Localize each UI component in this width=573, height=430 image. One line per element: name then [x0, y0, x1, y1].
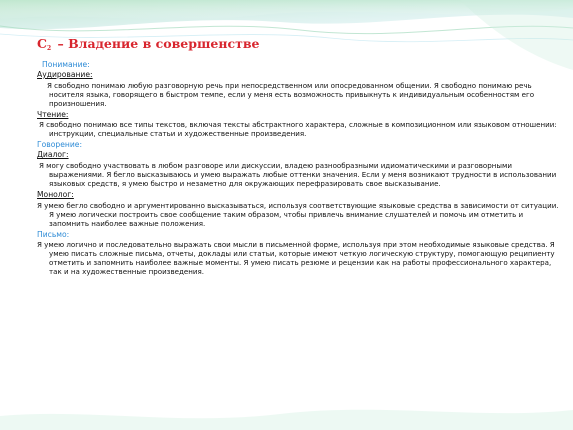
text-monologue: Я умею бегло свободно и аргументированно высказываться, используя соответствующие языковые средства в зависимости от ситуации. Я умею логически построить свое сообщение таким образом, чтобы привлечь внимание слушателей и помочь им отметить и запомнить наиболее важные положения.	[37, 200, 559, 228]
heading-speaking: Говорение:	[37, 140, 83, 150]
label-listening: Аудирование:	[37, 70, 93, 79]
text-listening: Я свободно понимаю любую разговорную речь при непосредственном или опосредованном общении. Я свободно понимаю речь носителя языка, говорящего в быстром темпе, если у меня есть возможность привыкнуть к индивидуальным особенностям его произношения.	[47, 80, 535, 108]
title-subscript: 2	[46, 45, 52, 52]
slide-title	[37, 36, 559, 57]
title-letter: C	[37, 36, 47, 51]
heading-understanding: Понимание:	[42, 60, 90, 69]
label-monologue: Монолог:	[37, 190, 74, 200]
label-reading: Чтение:	[37, 109, 69, 119]
text-writing: Я умею логично и последовательно выражать свои мысли в письменной форме, используя при этом необходимые языковые средства. Я умею писать сложные письма, отчеты, доклады или статьи, которые имеют четкую логическую структуру, помогающую реципиенту отметить и запомнить наиболее важные моменты. Я умею писать резюме и рецензии как на работы профессионального характера, так и на художественные произведения.	[37, 240, 555, 277]
title-text: – Владение в совершенстве	[53, 36, 260, 51]
label-dialogue: Диалог:	[37, 150, 69, 160]
slide-content	[37, 36, 559, 276]
text-reading: Я свободно понимаю все типы текстов, включая тексты абстрактного характера, сложные в композиционном или языковом отношении: инструкции, специальные статьи и художественные произведения.	[39, 120, 557, 139]
label-writing: Письмо:	[37, 230, 70, 240]
text-dialogue: Я могу свободно участвовать в любом разговоре или дискуссии, владею разнообразными идиоматическими и разговорными выражениями. Я бегло высказываюсь и умею выражать любые оттенки значения. Если у меня возникают трудности в использовании языковых средств, я умею быстро и незаметно для окружающих перефразировать свое высказывание.	[39, 160, 557, 189]
